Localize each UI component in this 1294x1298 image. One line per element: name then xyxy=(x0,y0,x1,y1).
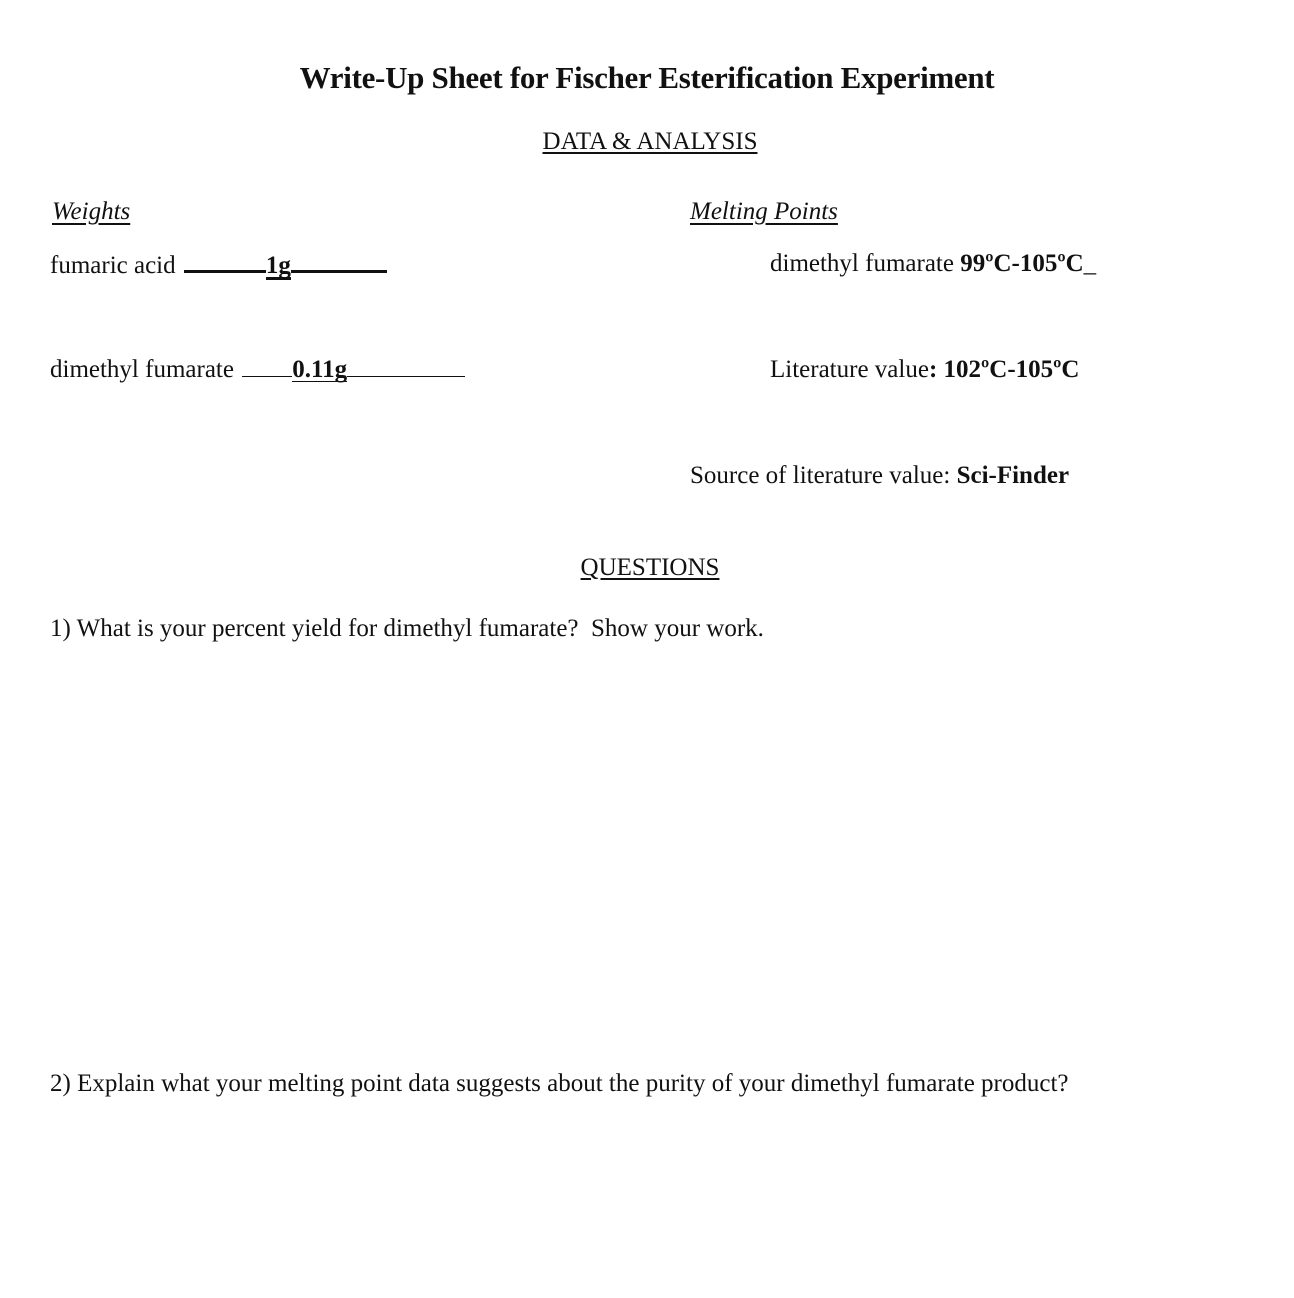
mp-dimethyl-fumarate-label: dimethyl fumarate xyxy=(770,250,954,277)
literature-value-row xyxy=(770,356,1079,384)
dimethyl-fumarate-weight-value: 0.11g xyxy=(292,356,348,383)
dimethyl-fumarate-weight-row xyxy=(50,356,465,384)
literature-value: : 102ºC-105ºC xyxy=(928,356,1080,383)
fumaric-acid-blank-right xyxy=(291,250,387,273)
page-title: Write-Up Sheet for Fischer Esterification Experiment xyxy=(299,60,995,95)
fumaric-acid-row xyxy=(50,250,387,280)
question-1: 1) What is your percent yield for dimethyl fumarate? Show your work. xyxy=(50,615,764,642)
fumaric-acid-value: 1g xyxy=(265,252,291,279)
weights-heading: Weights xyxy=(52,198,131,225)
dimethyl-fumarate-blank-right xyxy=(347,356,465,377)
literature-source-row xyxy=(690,462,1069,490)
fumaric-acid-label: fumaric acid xyxy=(50,252,176,279)
questions-heading: QUESTIONS xyxy=(580,554,720,581)
dimethyl-fumarate-blank-left xyxy=(242,356,292,377)
mp-trailing-blank: _ xyxy=(1083,250,1097,277)
mp-dimethyl-fumarate-value: 99ºC-105ºC xyxy=(960,250,1084,277)
melting-points-heading: Melting Points xyxy=(690,198,838,225)
literature-source-value: Sci-Finder xyxy=(956,462,1070,489)
mp-dimethyl-fumarate-row xyxy=(770,250,1096,278)
literature-source-label: Source of literature value: xyxy=(690,462,951,489)
literature-value-label: Literature value xyxy=(770,356,929,383)
fumaric-acid-blank-left xyxy=(184,250,266,273)
dimethyl-fumarate-weight-label: dimethyl fumarate xyxy=(50,356,234,383)
data-analysis-heading: DATA & ANALYSIS xyxy=(542,128,758,155)
question-2: 2) Explain what your melting point data suggests about the purity of your dimethyl fumarate product? xyxy=(50,1070,1069,1097)
